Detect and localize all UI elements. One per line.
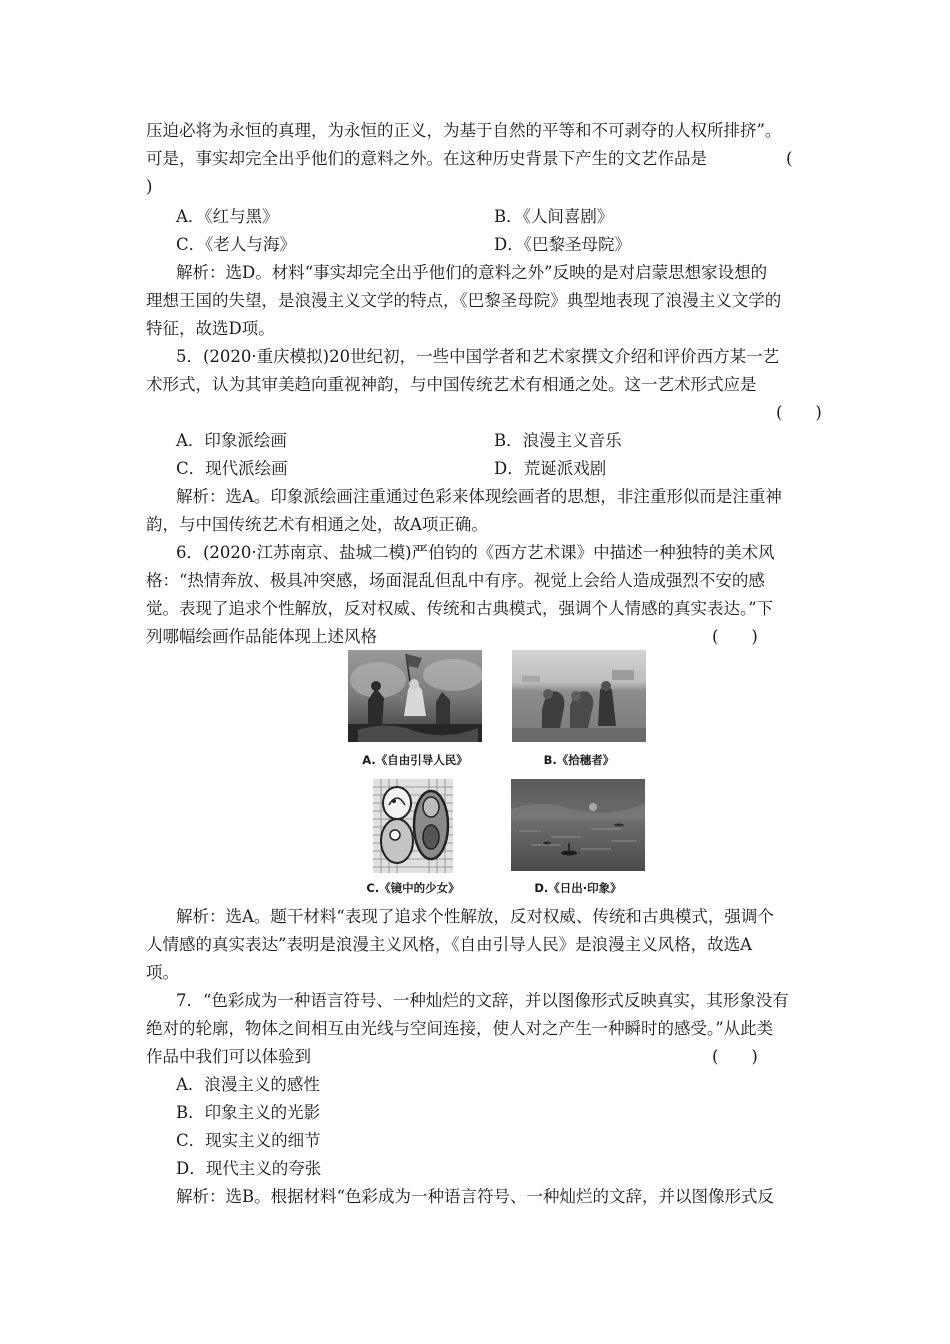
q4-analysis-line-3: 特征，故选D项。	[146, 319, 275, 338]
q4-answer-paren-open: (	[786, 149, 793, 168]
q7-stem-line-1: 7．“色彩成为一种语言符号、一种灿烂的文辞，并以图像形式反映真实，其形象没有	[176, 991, 789, 1010]
q5-analysis-line-1: 解析：选A。印象派绘画注重通过色彩来体现绘画者的思想，非注重形似而是注重神	[176, 487, 782, 506]
q4-option-c: C．《老人与海》	[176, 235, 296, 254]
q4-stem-line-2: 可是，事实却完全出乎他们的意料之外。在这种历史背景下产生的文艺作品是	[146, 149, 707, 168]
q5-analysis-line-2: 韵，与中国传统艺术有相通之处，故A项正确。	[146, 515, 488, 534]
q6-stem-line-3: 觉。表现了追求个性解放，反对权威、传统和古典模式，强调个人情感的真实表达。”下	[146, 599, 774, 618]
q4-option-b: B．《人间喜剧》	[494, 207, 614, 226]
caption-painting-a: A.《自由引导人民》	[362, 753, 468, 767]
caption-painting-b: B.《拾穗者》	[543, 753, 615, 767]
q5-option-a: A．印象派绘画	[176, 431, 287, 450]
q6-analysis-line-3: 项。	[146, 963, 179, 982]
painting-liberty-leading-the-people	[348, 650, 482, 742]
q6-analysis-line-1: 解析：选A。题干材料“表现了追求个性解放，反对权威、传统和古典模式，强调个	[176, 907, 774, 926]
q4-stem-line-1: 压迫必将为永恒的真理，为永恒的正义，为基于自然的平等和不可剥夺的人权所排挤”。	[146, 121, 782, 140]
q4-answer-paren-close: )	[146, 177, 153, 196]
q6-answer-paren: ( )	[712, 627, 758, 646]
q7-option-c: C．现实主义的细节	[176, 1131, 321, 1150]
caption-painting-d: D.《日出·印象》	[534, 881, 622, 895]
q7-option-d: D．现代主义的夸张	[176, 1159, 322, 1178]
painting-impression-sunrise	[511, 779, 645, 871]
q5-option-c: C．现代派绘画	[176, 459, 288, 478]
q7-analysis-line-1: 解析：选B。根据材料“色彩成为一种语言符号、一种灿烂的文辞，并以图像形式反	[176, 1187, 775, 1206]
q5-stem-line-2: 术形式，认为其审美趋向重视神韵，与中国传统艺术有相通之处。这一艺术形式应是	[146, 375, 757, 394]
q7-option-a: A．浪漫主义的感性	[176, 1075, 320, 1094]
q6-stem-line-4: 列哪幅绘画作品能体现上述风格	[146, 627, 377, 646]
q7-stem-line-3: 作品中我们可以体验到	[146, 1047, 311, 1066]
q5-answer-paren: ( )	[776, 403, 822, 422]
caption-painting-c: C.《镜中的少女》	[366, 881, 460, 895]
q7-stem-line-2: 绝对的轮廓，物体之间相互由光线与空间连接，使人对之产生一种瞬时的感受。”从此类	[146, 1019, 774, 1038]
q5-stem-line-1: 5．(2020·重庆模拟)20世纪初，一些中国学者和艺术家撰文介绍和评价西方某一艺	[176, 347, 780, 366]
painting-girl-before-a-mirror	[373, 779, 453, 873]
q5-option-b: B．浪漫主义音乐	[494, 431, 622, 450]
q6-stem-line-2: 格：“热情奔放、极具冲突感，场面混乱但乱中有序。视觉上会给人造成强烈不安的感	[146, 571, 765, 590]
q6-analysis-line-2: 人情感的真实表达”表明是浪漫主义风格，《自由引导人民》是浪漫主义风格，故选A	[146, 935, 753, 954]
q4-analysis-line-1: 解析：选D。材料“事实却完全出乎他们的意料之外”反映的是对启蒙思想家设想的	[176, 263, 768, 282]
painting-the-gleaners	[512, 650, 646, 742]
q6-stem-line-1: 6．(2020·江苏南京、盐城二模)严伯钧的《西方艺术课》中描述一种独特的美术风	[176, 543, 775, 562]
q5-option-d: D．荒诞派戏剧	[494, 459, 607, 478]
q7-answer-paren: ( )	[712, 1047, 758, 1066]
q4-option-d: D．《巴黎圣母院》	[494, 235, 631, 254]
q4-analysis-line-2: 理想王国的失望，是浪漫主义文学的特点，《巴黎圣母院》典型地表现了浪漫主义文学的	[146, 291, 782, 310]
q7-option-b: B．印象主义的光影	[176, 1103, 321, 1122]
q4-option-a: A．《红与黑》	[176, 207, 279, 226]
